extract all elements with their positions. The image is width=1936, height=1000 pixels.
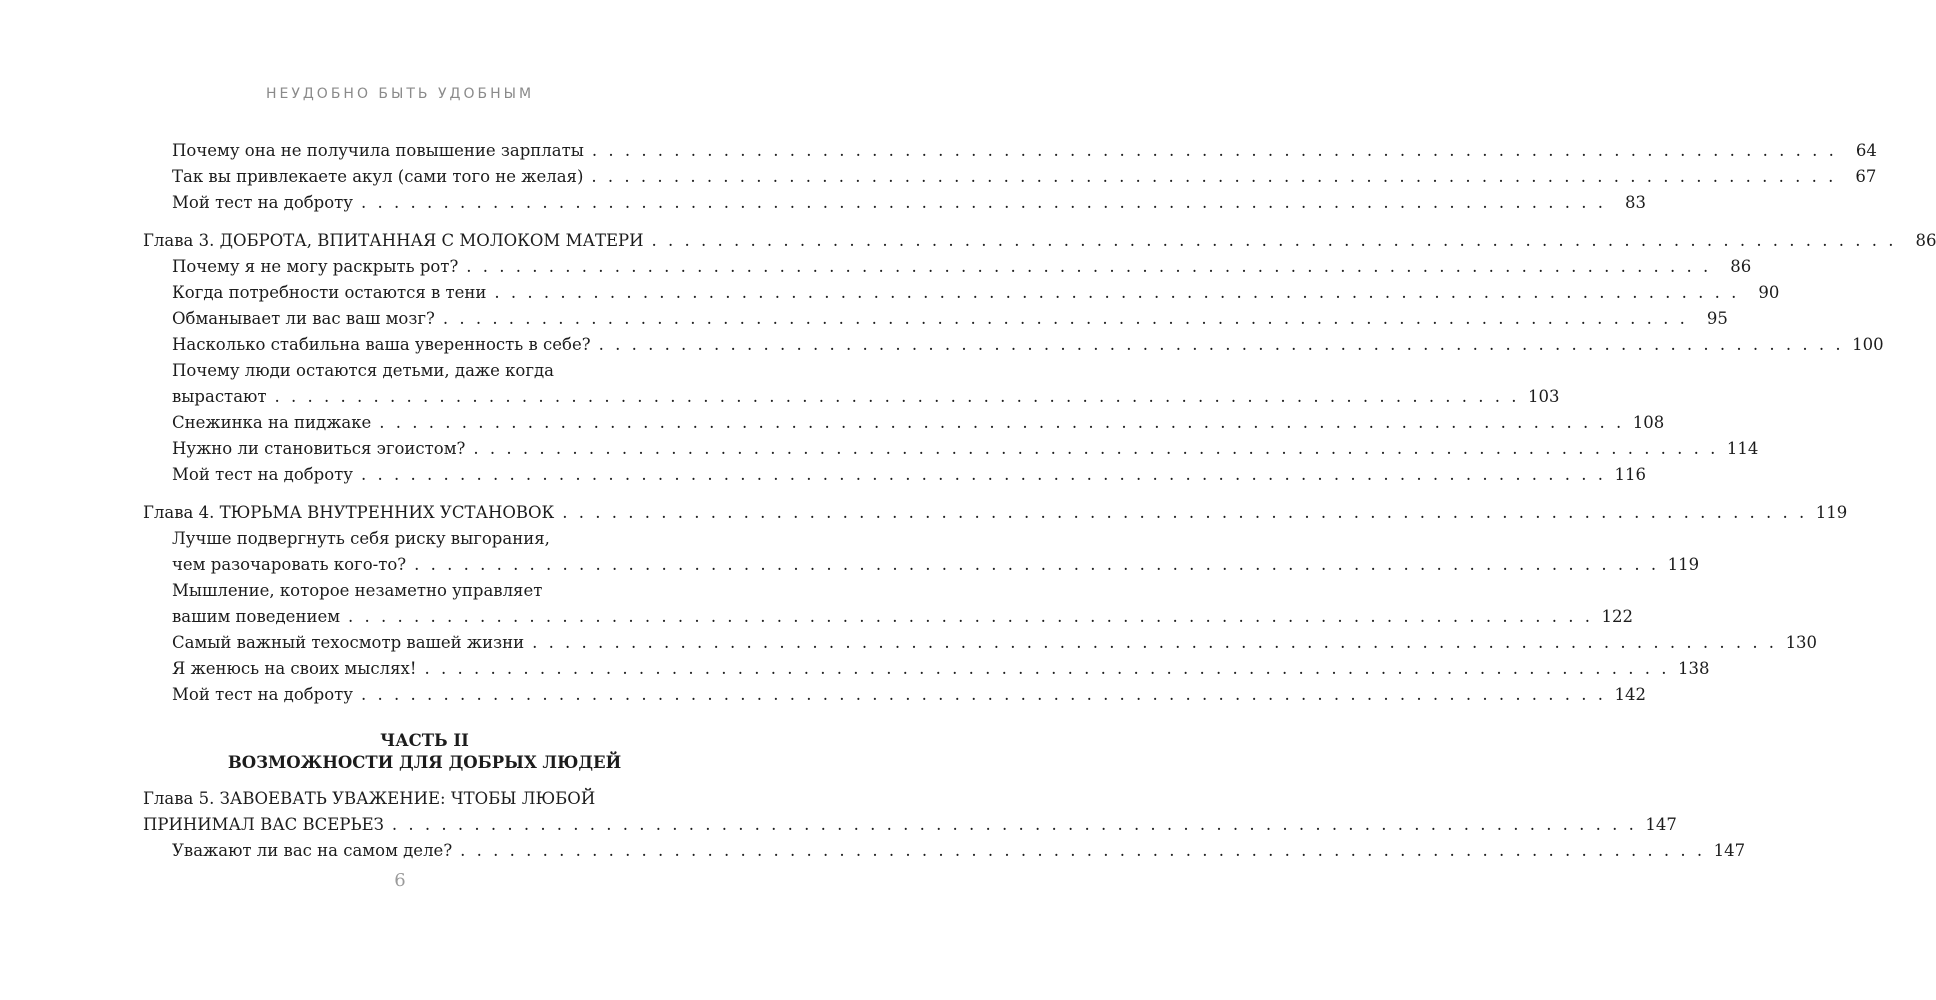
toc-entry-page: 64 bbox=[1855, 141, 1877, 160]
toc-entry[interactable] bbox=[143, 462, 1647, 488]
toc-entry-title: Обманывает ли вас ваш мозг? bbox=[172, 309, 435, 328]
toc-entry-page: 116 bbox=[1614, 465, 1647, 484]
toc-entry[interactable] bbox=[143, 838, 1746, 864]
toc-entry-page: 67 bbox=[1855, 167, 1877, 186]
toc-entry[interactable] bbox=[143, 138, 1877, 164]
leader-dots bbox=[599, 332, 1844, 358]
toc-entry[interactable] bbox=[143, 306, 1728, 332]
toc-chapter-4[interactable] bbox=[143, 500, 1848, 526]
leader-dots bbox=[652, 228, 1897, 254]
chapter-title-line1: Глава 5. ЗАВОЕВАТЬ УВАЖЕНИЕ: ЧТОБЫ ЛЮБОЙ bbox=[143, 789, 596, 808]
toc-entry[interactable] bbox=[143, 682, 1647, 708]
toc-entry-page: 138 bbox=[1677, 659, 1710, 678]
toc-entry-title: Нужно ли становиться эгоистом? bbox=[172, 439, 466, 458]
toc-entry-title: Мой тест на доброту bbox=[172, 685, 354, 704]
leader-dots bbox=[466, 254, 1711, 280]
toc-entry-title: Мой тест на доброту bbox=[172, 193, 354, 212]
leader-dots bbox=[392, 812, 1637, 838]
leader-dots bbox=[532, 630, 1777, 656]
toc-entry-page: 86 bbox=[1730, 257, 1752, 276]
running-head: НЕУДОБНО БЫТЬ УДОБНЫМ bbox=[265, 86, 535, 102]
leader-dots bbox=[473, 436, 1718, 462]
leader-dots bbox=[443, 306, 1688, 332]
toc-entry-title: Мой тест на доброту bbox=[172, 465, 354, 484]
toc-entry-page: 130 bbox=[1785, 633, 1818, 652]
chapter-title-line2: ПРИНИМАЛ ВАС ВСЕРЬЕЗ bbox=[143, 815, 384, 834]
part-heading bbox=[143, 730, 706, 774]
toc-entry-title-line2: чем разочаровать кого-то? bbox=[172, 555, 407, 574]
leader-dots bbox=[361, 462, 1606, 488]
toc-entry[interactable] bbox=[143, 164, 1877, 190]
toc-entry-title: Когда потребности остаются в тени bbox=[172, 283, 487, 302]
toc-entry-title: Снежинка на пиджаке bbox=[172, 413, 372, 432]
toc-entry-page: 114 bbox=[1726, 439, 1759, 458]
leader-dots bbox=[460, 838, 1705, 864]
toc-entry[interactable] bbox=[143, 578, 1634, 630]
leader-dots bbox=[379, 410, 1624, 436]
chapter-page: 119 bbox=[1815, 503, 1848, 522]
leader-dots bbox=[348, 604, 1593, 630]
toc-entry[interactable] bbox=[143, 254, 1752, 280]
toc-entry-page: 95 bbox=[1706, 309, 1728, 328]
toc-entry-title: Насколько стабильна ваша уверенность в себе? bbox=[172, 335, 591, 354]
table-of-contents bbox=[143, 138, 1936, 864]
toc-entry-title-line2: вырастают bbox=[172, 387, 267, 406]
chapter-title: Глава 3. ДОБРОТА, ВПИТАННАЯ С МОЛОКОМ МАТЕРИ bbox=[143, 231, 644, 250]
toc-entry-page: 90 bbox=[1758, 283, 1780, 302]
toc-entry-page: 108 bbox=[1632, 413, 1665, 432]
leader-dots bbox=[592, 138, 1837, 164]
toc-entry-page: 147 bbox=[1713, 841, 1746, 860]
toc-entry-page: 122 bbox=[1601, 607, 1634, 626]
toc-entry-page: 142 bbox=[1614, 685, 1647, 704]
toc-entry-title: Почему я не могу раскрыть рот? bbox=[172, 257, 459, 276]
chapter-page: 147 bbox=[1645, 815, 1677, 834]
toc-entry[interactable] bbox=[143, 410, 1665, 436]
toc-entry[interactable] bbox=[143, 526, 1700, 578]
leader-dots bbox=[562, 500, 1807, 526]
toc-entry-title-line1: Мышление, которое незаметно управляет bbox=[172, 581, 543, 600]
part-title: ВОЗМОЖНОСТИ ДЛЯ ДОБРЫХ ЛЮДЕЙ bbox=[227, 753, 622, 772]
toc-entry-title: Почему она не получила повышение зарплаты bbox=[172, 141, 584, 160]
leader-dots bbox=[591, 164, 1836, 190]
toc-entry-title: Я женюсь на своих мыслях! bbox=[172, 659, 417, 678]
toc-entry[interactable] bbox=[143, 630, 1818, 656]
leader-dots bbox=[361, 190, 1606, 216]
toc-entry[interactable] bbox=[143, 190, 1647, 216]
toc-entry[interactable] bbox=[143, 656, 1710, 682]
toc-chapter-5[interactable] bbox=[143, 786, 1677, 838]
toc-entry[interactable] bbox=[143, 358, 1560, 410]
toc-entry-title-line2: вашим поведением bbox=[172, 607, 341, 626]
page-number: 6 bbox=[394, 870, 406, 891]
toc-chapter-3[interactable] bbox=[143, 228, 1936, 254]
chapter-title: Глава 4. ТЮРЬМА ВНУТРЕННИХ УСТАНОВОК bbox=[143, 503, 555, 522]
chapter-page: 86 bbox=[1915, 231, 1936, 250]
toc-entry-page: 119 bbox=[1667, 555, 1700, 574]
toc-entry[interactable] bbox=[143, 332, 1884, 358]
toc-entry-title-line1: Почему люди остаются детьми, даже когда bbox=[172, 361, 554, 380]
leader-dots bbox=[424, 656, 1669, 682]
leader-dots bbox=[361, 682, 1606, 708]
toc-entry-title: Так вы привлекаете акул (сами того не желая) bbox=[172, 167, 584, 186]
leader-dots bbox=[494, 280, 1739, 306]
part-number: ЧАСТЬ II bbox=[380, 731, 469, 750]
toc-entry-page: 100 bbox=[1852, 335, 1884, 354]
toc-entry[interactable] bbox=[143, 280, 1780, 306]
toc-entry-page: 83 bbox=[1625, 193, 1647, 212]
toc-entry-title-line1: Лучше подвергнуть себя риску выгорания, bbox=[172, 529, 550, 548]
toc-entry-title: Уважают ли вас на самом деле? bbox=[172, 841, 453, 860]
leader-dots bbox=[275, 384, 1520, 410]
leader-dots bbox=[414, 552, 1659, 578]
toc-entry-title: Самый важный техосмотр вашей жизни bbox=[172, 633, 525, 652]
toc-entry[interactable] bbox=[143, 436, 1759, 462]
toc-entry-page: 103 bbox=[1528, 387, 1560, 406]
